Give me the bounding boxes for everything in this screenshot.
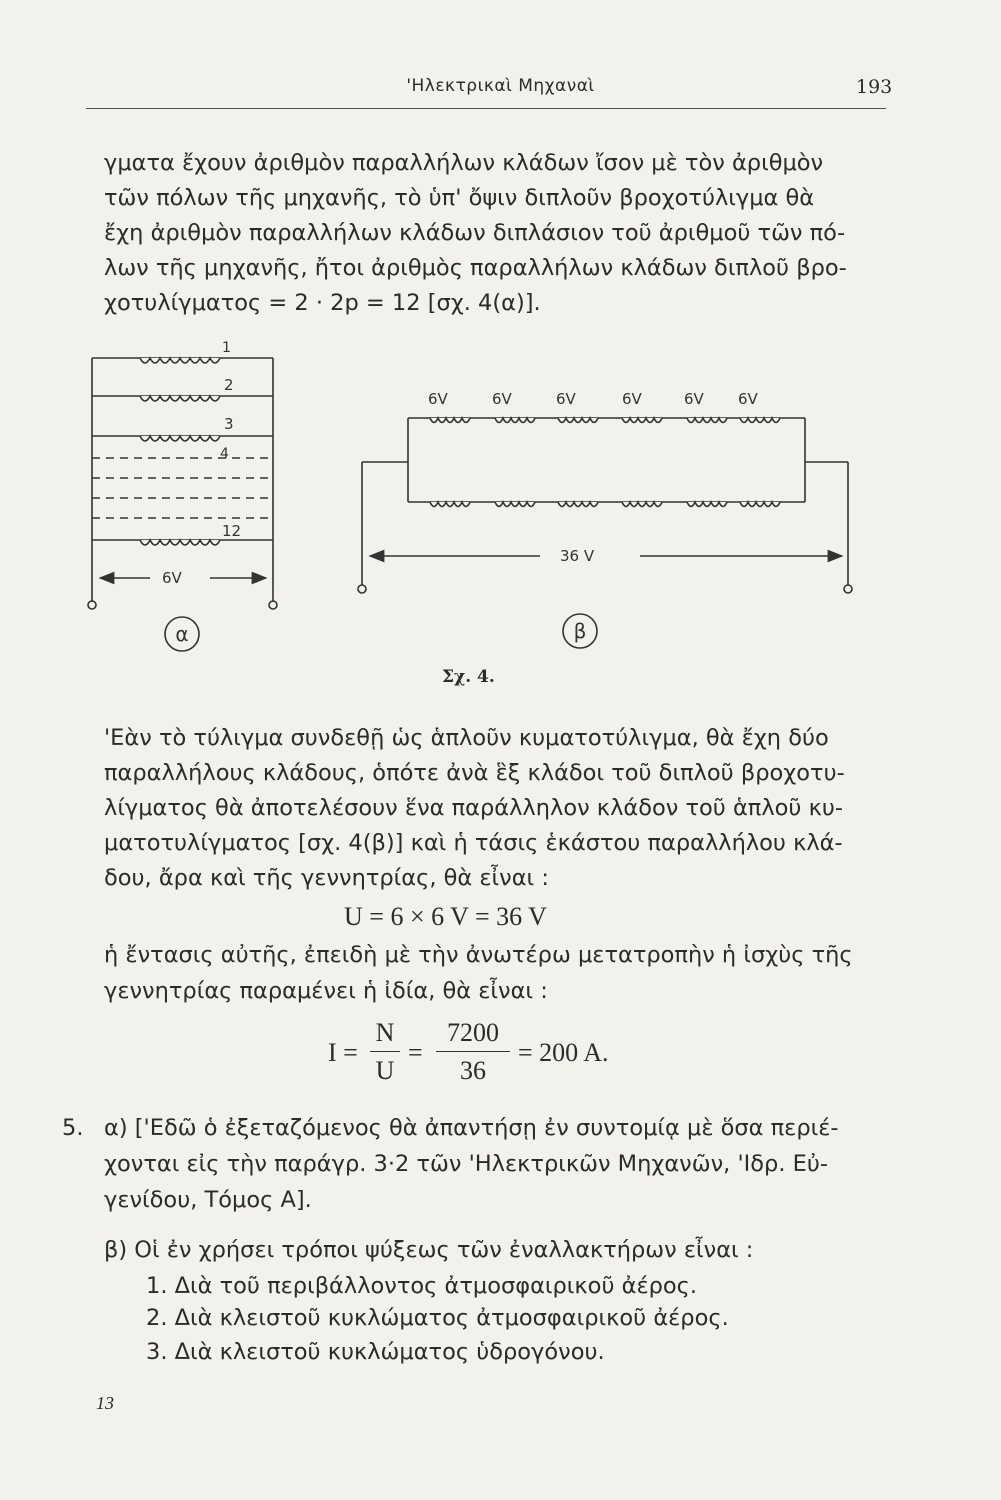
paragraph-1-line: λων τῆς μηχανῆς, ἤτοι ἀριθμὸς παραλλήλων κλάδων διπλοῦ βρο- [104, 255, 847, 281]
cooling-method-1: 1. Διὰ τοῦ περιβάλλοντος ἀτμοσφαιρικοῦ ἀέρος. [146, 1273, 698, 1299]
paragraph-2-line: λίγματος θὰ ἀποτελέσουν ἕνα παράλληλον κλάδον τοῦ ἁπλοῦ κυ- [104, 795, 843, 821]
winding-3-coil [140, 436, 220, 441]
equation-current-lhs: I = [328, 1038, 358, 1067]
bottom-coil-4 [622, 502, 662, 507]
top-coil-5 [687, 418, 727, 423]
paragraph-1-line: γματα ἔχουν ἀριθμὸν παραλλήλων κλάδων ἴσον μὲ τὸν ἀριθμὸν [104, 150, 824, 176]
item-5b-intro: β) Οἱ ἐν χρήσει τρόποι ψύξεως τῶν ἐναλλακτήρων εἶναι : [104, 1237, 754, 1263]
paragraph-2-line: 'Εὰν τὸ τύλιγμα συνδεθῇ ὡς ἁπλοῦν κυματοτύλιγμα, θὰ ἔχη δύο [104, 725, 829, 751]
equation-voltage: U = 6 × 6 V = 36 V [344, 902, 547, 931]
top-coil-6 [740, 418, 780, 423]
fraction-2-bar [436, 1051, 510, 1052]
paragraph-1-line: χοτυλίγματος = 2 · 2p = 12 [σχ. 4(α)]. [104, 290, 541, 316]
terminal-b-left [358, 585, 366, 593]
bottom-coil-6 [740, 502, 780, 507]
paragraph-2-line: ματοτυλίγματος [σχ. 4(β)] καὶ ἡ τάσις ἑκάστου παραλλήλου κλά- [104, 830, 843, 856]
paragraph-2-line: παραλλήλους κλάδους, ὁπότε ἀνὰ ἓξ κλάδοι τοῦ διπλοῦ βροχοτυ- [104, 760, 845, 786]
top-coil-2 [495, 418, 535, 423]
item-5a-line: χονται εἰς τὴν παράγρ. 3·2 τῶν 'Ηλεκτρικῶν Μηχανῶν, 'Ιδρ. Εὐ- [104, 1151, 828, 1177]
cooling-method-3: 3. Διὰ κλειστοῦ κυκλώματος ὑδρογόνου. [146, 1339, 605, 1365]
page-number: 193 [856, 76, 893, 98]
printer-signature: 13 [96, 1393, 114, 1413]
running-header-title: 'Ηλεκτρικαὶ Μηχαναὶ [406, 76, 595, 96]
top-coil-1 [430, 418, 470, 423]
figure-b [358, 418, 852, 648]
figure-a-voltage-label: 6V [162, 569, 182, 587]
winding-label-3: 3 [224, 415, 234, 433]
top-coil-3 [558, 418, 598, 423]
paragraph-1-line: ἔχη ἀριθμὸν παραλλήλων κλάδων διπλάσιον τοῦ ἀριθμοῦ τῶν πό- [104, 220, 846, 246]
paragraph-3-line: ἡ ἔντασις αὐτῆς, ἐπειδὴ μὲ τὴν ἀνωτέρω μετατροπὴν ἡ ἰσχὺς τῆς [104, 942, 853, 968]
figure-a-label: α [175, 622, 189, 646]
figure-b-total-voltage: 36 V [560, 547, 595, 565]
top-coil-label-6: 6V [738, 390, 758, 408]
fraction-1-numerator: N [375, 1018, 395, 1047]
winding-12-coil [140, 540, 220, 545]
figure-caption: Σχ. 4. [442, 667, 495, 687]
winding-label-12: 12 [222, 522, 242, 540]
fraction-2-denominator: 36 [460, 1056, 486, 1085]
fraction-1-bar [370, 1051, 400, 1052]
winding-label-2: 2 [224, 376, 234, 394]
cooling-method-2: 2. Διὰ κλειστοῦ κυκλώματος ἀτμοσφαιρικοῦ ἀέρος. [146, 1305, 729, 1331]
figure-4 [0, 0, 1001, 700]
terminal-a-left [88, 601, 96, 609]
top-coil-label-4: 6V [622, 390, 642, 408]
terminal-a-right [269, 601, 277, 609]
equation-current-eq: = [408, 1038, 423, 1067]
item-5-number: 5. [62, 1115, 84, 1141]
bottom-coil-5 [687, 502, 727, 507]
top-coil-label-1: 6V [428, 390, 448, 408]
top-coil-4 [622, 418, 662, 423]
item-5a-line: γενίδου, Τόμος Α]. [104, 1187, 312, 1213]
fraction-2-numerator: 7200 [447, 1018, 499, 1047]
top-coil-label-5: 6V [684, 390, 704, 408]
bottom-coil-1 [430, 502, 470, 507]
figure-a [88, 358, 277, 651]
winding-2-coil [140, 396, 220, 401]
paragraph-2-line: δου, ἄρα καὶ τῆς γεννητρίας, θὰ εἶναι : [104, 865, 549, 891]
equation-current-rhs: = 200 A. [518, 1038, 609, 1067]
fraction-1-denominator: U [375, 1056, 395, 1085]
winding-1-coil [140, 358, 220, 363]
bottom-coil-3 [558, 502, 598, 507]
figure-b-label: β [573, 619, 587, 643]
top-coil-label-2: 6V [492, 390, 512, 408]
terminal-b-right [844, 585, 852, 593]
item-5a-line: α) ['Εδῶ ὁ ἐξεταζόμενος θὰ ἀπαντήσῃ ἐν συντομίᾳ μὲ ὅσα περιέ- [104, 1115, 839, 1141]
paragraph-1-line: τῶν πόλων τῆς μηχανῆς, τὸ ὑπ' ὄψιν διπλοῦν βροχοτύλιγμα θὰ [104, 185, 815, 211]
bottom-coil-2 [495, 502, 535, 507]
paragraph-3-line: γεννητρίας παραμένει ἡ ἰδία, θὰ εἶναι : [104, 978, 548, 1004]
top-coil-label-3: 6V [556, 390, 576, 408]
winding-label-1: 1 [222, 340, 231, 356]
winding-label-4: 4 [220, 446, 229, 462]
